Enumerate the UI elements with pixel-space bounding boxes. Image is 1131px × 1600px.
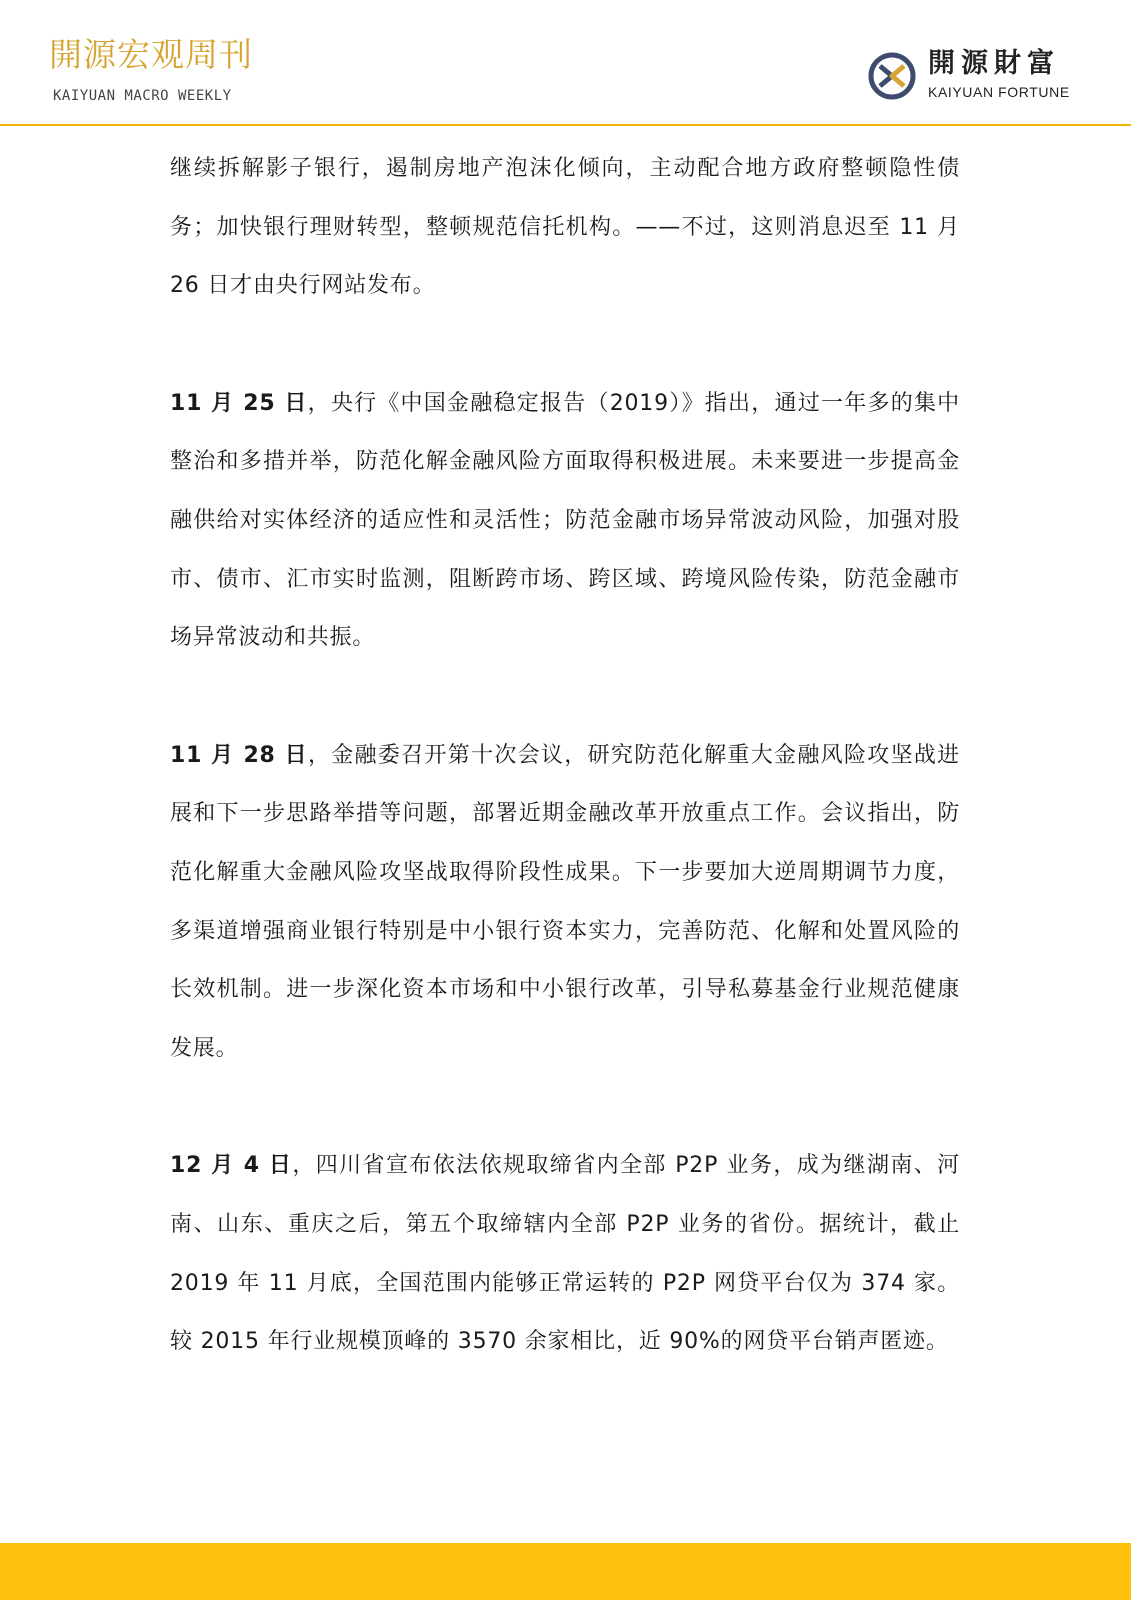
kaiyuan-fortune-logo-icon <box>866 50 918 102</box>
footer-bar <box>0 1543 1131 1600</box>
logo-name-cn: 開源財富 <box>928 48 1060 79</box>
publication-title: 開源宏观周刊 <box>49 35 253 74</box>
paragraph-text: ，央行《中国金融稳定报告（2019）》指出，通过一年多的集中整治和多措并举，防范化解金融风险方面取得积极进展。未来要进一步提高金融供给对实体经济的适应性和灵活性；防范金融市场异常波动风险，加强对股市、债市、汇市实时监测，阻断跨市场、跨区域、跨境风险传染，防范金融市场异常波动和共振。 <box>170 390 960 651</box>
paragraph-nov-28 <box>170 727 960 1079</box>
paragraph-text: 继续拆解影子银行，遏制房地产泡沫化倾向，主动配合地方政府整顿隐性债务；加快银行理财转型，整顿规范信托机构。——不过，这则消息迟至 11 月 26 日才由央行网站发布。 <box>170 156 960 299</box>
paragraph-date: 12 月 4 日 <box>170 1153 293 1179</box>
article-body <box>170 140 960 1431</box>
paragraph-nov-25 <box>170 375 960 668</box>
paragraph-dec-4 <box>170 1137 960 1371</box>
paragraph-text: ，四川省宣布依法依规取缔省内全部 P2P 业务，成为继湖南、河南、山东、重庆之后，第五个取缔辖内全部 P2P 业务的省份。据统计，截止 2019 年 11 月底，全国范围内能够正常运转的 P2P 网贷平台仅为 374 家。较 2015 年行业规模顶峰的 3570 余家相比，近 90%的网贷平台销声匿迹。 <box>170 1153 960 1355</box>
paragraph-continuation <box>170 140 960 316</box>
paragraph-text: ，金融委召开第十次会议，研究防范化解重大金融风险攻坚战进展和下一步思路举措等问题，部署近期金融改革开放重点工作。会议指出，防范化解重大金融风险攻坚战取得阶段性成果。下一步要加大逆周期调节力度，多渠道增强商业银行特别是中小银行资本实力，完善防范、化解和处置风险的长效机制。进一步深化资本市场和中小银行改革，引导私募基金行业规范健康发展。 <box>170 742 960 1061</box>
logo-name-en: KAIYUAN FORTUNE <box>928 84 1070 100</box>
paragraph-date: 11 月 25 日 <box>170 390 308 416</box>
header-divider <box>0 124 1131 126</box>
publication-subtitle: KAIYUAN MACRO WEEKLY <box>53 88 232 104</box>
company-logo <box>866 50 1096 106</box>
paragraph-date: 11 月 28 日 <box>170 742 308 768</box>
page-header <box>0 0 1131 126</box>
